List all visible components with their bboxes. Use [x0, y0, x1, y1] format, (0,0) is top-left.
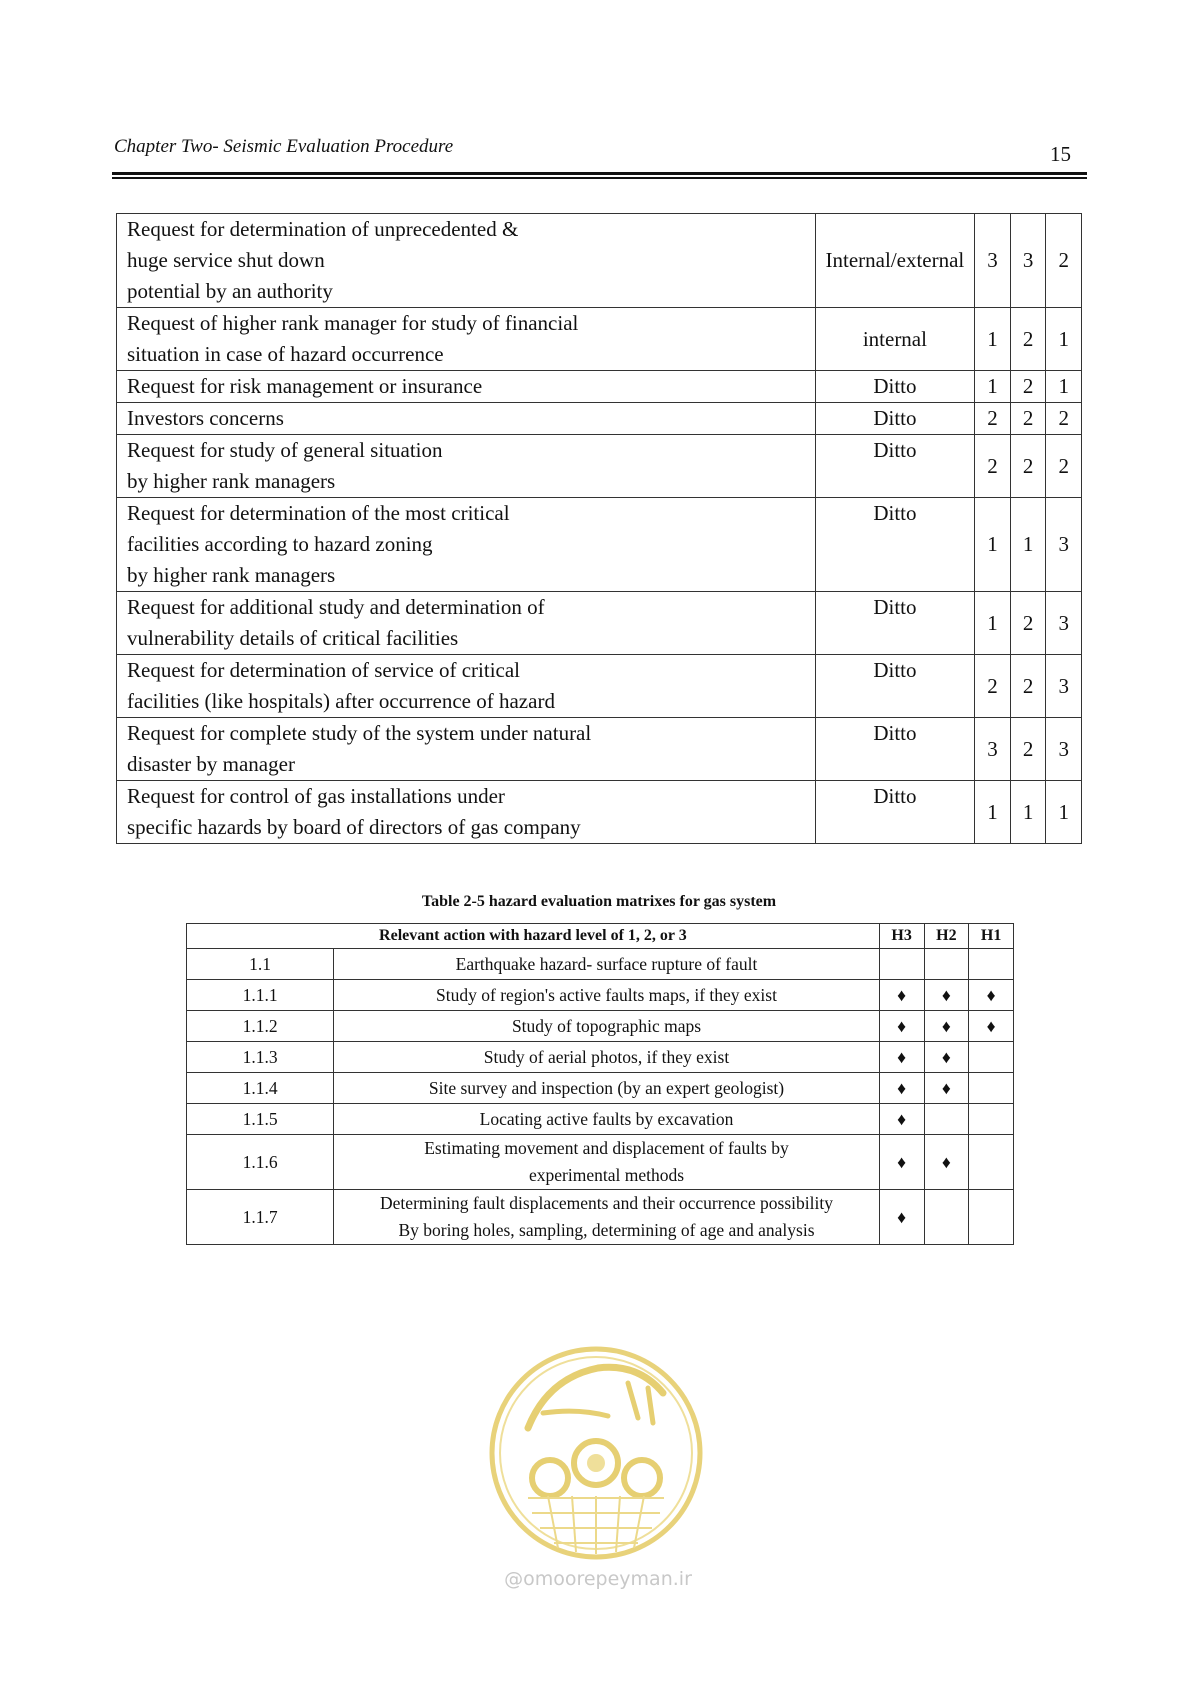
hazard-h3-cell: ♦ — [879, 1011, 924, 1042]
header-rule — [112, 172, 1087, 175]
description-line: situation in case of hazard occurrence — [127, 342, 444, 366]
description-line: Request for additional study and determination of — [127, 595, 545, 619]
action-line: Site survey and inspection (by an expert geologist) — [428, 1078, 785, 1098]
table-row — [117, 781, 1082, 844]
action-description — [334, 1073, 880, 1104]
description-line: by higher rank managers — [127, 469, 336, 493]
rating-cell: 1 — [1010, 498, 1046, 592]
request-description — [117, 781, 816, 844]
table-header-row — [187, 924, 1014, 949]
hazard-matrix-table — [186, 923, 1014, 1245]
description-line: facilities (like hospitals) after occurrence of hazard — [127, 689, 555, 713]
action-number: 1.1.1 — [187, 980, 334, 1011]
action-number: 1.1.6 — [187, 1135, 334, 1190]
rating-cell: 2 — [1010, 435, 1046, 498]
rating-cell: 1 — [1046, 308, 1082, 371]
hazard-h2-cell — [924, 1190, 969, 1245]
hazard-h1-cell — [969, 1042, 1014, 1073]
request-description — [117, 403, 816, 435]
description-line: Request for risk management or insurance — [127, 374, 483, 398]
action-number: 1.1.5 — [187, 1104, 334, 1135]
description-line: disaster by manager — [127, 752, 295, 776]
action-number: 1.1.2 — [187, 1011, 334, 1042]
table-row — [117, 308, 1082, 371]
hazard-h2-cell: ♦ — [924, 1042, 969, 1073]
rating-cell: 1 — [975, 371, 1011, 403]
request-description — [117, 214, 816, 308]
hazard-h1-cell — [969, 1190, 1014, 1245]
rating-cell: 1 — [975, 781, 1011, 844]
hazard-h2-cell: ♦ — [924, 1073, 969, 1104]
action-number: 1.1 — [187, 949, 334, 980]
page-header — [112, 132, 1087, 178]
request-source: Ditto — [815, 498, 975, 592]
hazard-h3-cell: ♦ — [879, 1042, 924, 1073]
rating-cell: 1 — [975, 308, 1011, 371]
rating-cell: 2 — [975, 655, 1011, 718]
rating-cell: 2 — [975, 403, 1011, 435]
table-row — [117, 592, 1082, 655]
request-source: Ditto — [815, 718, 975, 781]
header-rule-thin — [112, 177, 1087, 179]
action-description — [334, 1042, 880, 1073]
hazard-h3-cell: ♦ — [879, 1073, 924, 1104]
request-source: internal — [815, 308, 975, 371]
action-line: Study of region's active faults maps, if they exist — [436, 985, 777, 1005]
description-line: Request for determination of service of critical — [127, 658, 521, 682]
column-header-action: Relevant action with hazard level of 1, 2, or 3 — [187, 924, 880, 949]
request-description — [117, 592, 816, 655]
description-line: Request of higher rank manager for study of financial — [127, 311, 579, 335]
table-row — [187, 949, 1014, 980]
description-line: Request for determination of unprecedented & — [127, 217, 519, 241]
rating-cell: 2 — [1046, 214, 1082, 308]
table-row — [187, 1190, 1014, 1245]
rating-cell: 2 — [1010, 655, 1046, 718]
hazard-h2-cell: ♦ — [924, 1011, 969, 1042]
table-row — [187, 1073, 1014, 1104]
rating-cell: 3 — [975, 718, 1011, 781]
rating-cell: 2 — [1010, 371, 1046, 403]
description-line: Request for study of general situation — [127, 438, 443, 462]
action-description — [334, 949, 880, 980]
table-row — [117, 655, 1082, 718]
hazard-h1-cell — [969, 949, 1014, 980]
request-description — [117, 498, 816, 592]
description-line: potential by an authority — [127, 279, 333, 303]
rating-cell: 2 — [975, 435, 1011, 498]
hazard-h3-cell: ♦ — [879, 1135, 924, 1190]
request-table — [116, 213, 1082, 844]
rating-cell: 3 — [1046, 498, 1082, 592]
action-line: By boring holes, sampling, determining of age and analysis — [398, 1220, 815, 1240]
watermark-text: @omoorepeyman.ir — [504, 1568, 692, 1590]
description-line: Request for control of gas installations under — [127, 784, 505, 808]
hazard-h2-cell: ♦ — [924, 1135, 969, 1190]
table-row — [117, 498, 1082, 592]
table-row — [187, 1042, 1014, 1073]
rating-cell: 3 — [1046, 718, 1082, 781]
hazard-h3-cell: ♦ — [879, 1190, 924, 1245]
gear-logo-icon — [488, 1338, 704, 1568]
rating-cell: 3 — [975, 214, 1011, 308]
rating-cell: 1 — [975, 592, 1011, 655]
action-line: Study of topographic maps — [511, 1016, 702, 1036]
rating-cell: 1 — [975, 498, 1011, 592]
hazard-h2-cell — [924, 949, 969, 980]
rating-cell: 2 — [1046, 435, 1082, 498]
table-row — [117, 403, 1082, 435]
action-line: Determining fault displacements and their occurrence possibility — [380, 1193, 833, 1213]
description-line: specific hazards by board of directors of gas company — [127, 815, 581, 839]
column-header-h2: H2 — [924, 924, 969, 949]
request-source: Ditto — [815, 592, 975, 655]
hazard-h3-cell: ♦ — [879, 980, 924, 1011]
rating-cell: 1 — [1010, 781, 1046, 844]
column-header-h1: H1 — [969, 924, 1014, 949]
rating-cell: 3 — [1010, 214, 1046, 308]
rating-cell: 3 — [1046, 592, 1082, 655]
table-row — [117, 718, 1082, 781]
action-number: 1.1.3 — [187, 1042, 334, 1073]
description-line: vulnerability details of critical facilities — [127, 626, 459, 650]
rating-cell: 3 — [1046, 655, 1082, 718]
page-number: 15 — [1050, 142, 1071, 166]
request-description — [117, 308, 816, 371]
rating-cell: 2 — [1010, 403, 1046, 435]
rating-cell: 2 — [1010, 592, 1046, 655]
action-number: 1.1.7 — [187, 1190, 334, 1245]
request-description — [117, 371, 816, 403]
hazard-h1-cell — [969, 1135, 1014, 1190]
table-row — [187, 1104, 1014, 1135]
hazard-h1-cell: ♦ — [969, 1011, 1014, 1042]
action-line: Estimating movement and displacement of faults by — [424, 1138, 789, 1158]
column-header-h3: H3 — [879, 924, 924, 949]
table-row — [187, 1011, 1014, 1042]
action-description — [334, 1135, 880, 1190]
request-source: Ditto — [815, 403, 975, 435]
hazard-h2-cell — [924, 1104, 969, 1135]
watermark-logo — [488, 1338, 704, 1598]
chapter-title: Chapter Two- Seismic Evaluation Procedure — [114, 136, 454, 157]
table-row — [187, 980, 1014, 1011]
rating-cell: 1 — [1046, 371, 1082, 403]
action-description — [334, 1011, 880, 1042]
hazard-h3-cell: ♦ — [879, 1104, 924, 1135]
hazard-h3-cell — [879, 949, 924, 980]
action-line: Earthquake hazard- surface rupture of fault — [455, 954, 758, 974]
request-description — [117, 435, 816, 498]
description-line: Request for complete study of the system under natural — [127, 721, 592, 745]
description-line: facilities according to hazard zoning — [127, 532, 433, 556]
hazard-h1-cell — [969, 1104, 1014, 1135]
request-source: Ditto — [815, 371, 975, 403]
hazard-h1-cell: ♦ — [969, 980, 1014, 1011]
description-line: huge service shut down — [127, 248, 325, 272]
rating-cell: 1 — [1046, 781, 1082, 844]
description-line: by higher rank managers — [127, 563, 336, 587]
table-caption: Table 2-5 hazard evaluation matrixes for gas system — [421, 893, 777, 910]
rating-cell: 2 — [1046, 403, 1082, 435]
request-source: Internal/external — [815, 214, 975, 308]
description-line: Request for determination of the most critical — [127, 501, 510, 525]
request-source: Ditto — [815, 781, 975, 844]
action-line: Study of aerial photos, if they exist — [483, 1047, 730, 1067]
hazard-h2-cell: ♦ — [924, 980, 969, 1011]
rating-cell: 2 — [1010, 718, 1046, 781]
table-row — [117, 214, 1082, 308]
table-row — [117, 435, 1082, 498]
action-description — [334, 980, 880, 1011]
request-description — [117, 718, 816, 781]
action-number: 1.1.4 — [187, 1073, 334, 1104]
request-description — [117, 655, 816, 718]
description-line: Investors concerns — [127, 406, 284, 430]
request-source: Ditto — [815, 655, 975, 718]
rating-cell: 2 — [1010, 308, 1046, 371]
request-source: Ditto — [815, 435, 975, 498]
action-description — [334, 1190, 880, 1245]
action-description — [334, 1104, 880, 1135]
hazard-h1-cell — [969, 1073, 1014, 1104]
table-row — [187, 1135, 1014, 1190]
table-row — [117, 371, 1082, 403]
action-line: experimental methods — [528, 1165, 685, 1185]
action-line: Locating active faults by excavation — [479, 1109, 734, 1129]
